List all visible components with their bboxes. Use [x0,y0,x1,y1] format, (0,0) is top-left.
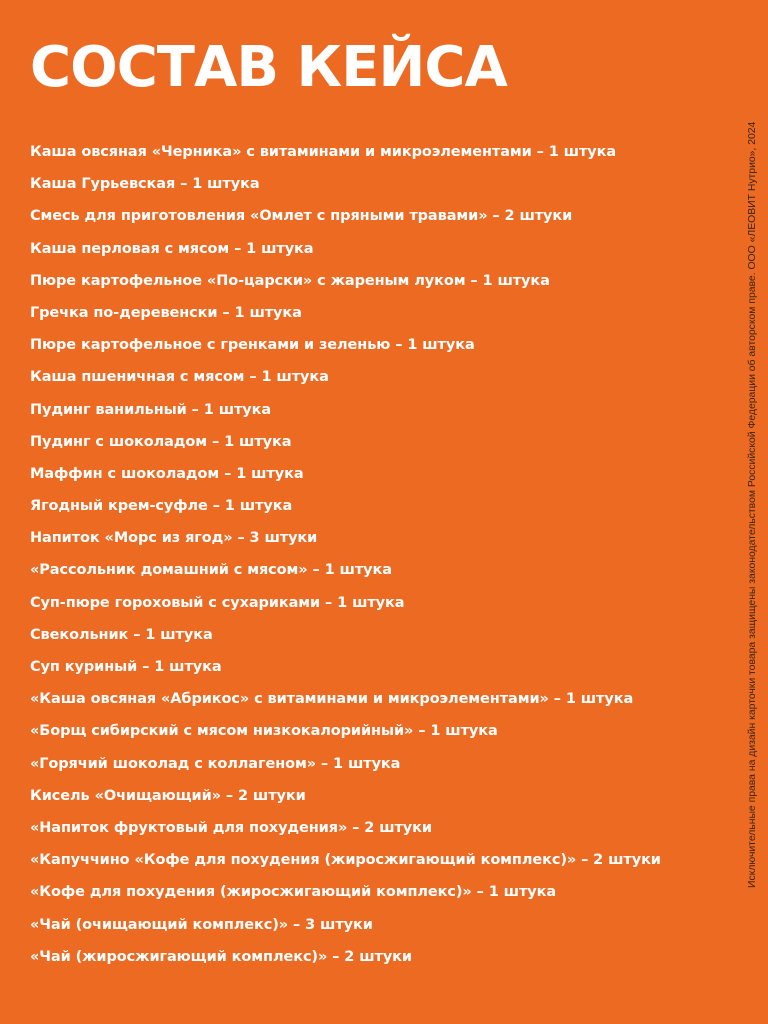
list-item: «Чай (жиросжигающий комплекс)» – 2 штуки [30,948,412,965]
list-item: Ягодный крем-суфле – 1 штука [30,498,293,515]
composition-list [30,140,661,977]
list-item: «Каша овсяная «Абрикос» с витаминами и микроэлементами» – 1 штука [30,691,634,708]
list-item: «Кофе для похудения (жиросжигающий комплекс)» – 1 штука [30,884,557,901]
list-item: «Капуччино «Кофе для похудения (жиросжигающий комплекс)» – 2 штуки [30,852,661,869]
copyright-notice [746,121,760,888]
list-item: «Горячий шоколад с коллагеном» – 1 штука [30,755,401,772]
page-title: СОСТАВ КЕЙСА [30,35,507,100]
list-item: «Напиток фруктовый для похудения» – 2 штуки [30,819,432,836]
list-item: Пюре картофельное с гренками и зеленью – 1 штука [30,337,475,354]
list-item: Смесь для приготовления «Омлет с пряными травами» – 2 штуки [30,208,573,225]
list-item: Свекольник – 1 штука [30,626,213,643]
list-item: Гречка по-деревенски – 1 штука [30,304,302,321]
list-item: Каша Гурьевская – 1 штука [30,176,260,193]
list-item: Пудинг ванильный – 1 штука [30,401,272,418]
list-item: Суп-пюре гороховый с сухариками – 1 штука [30,594,405,611]
list-item: Пюре картофельное «По-царски» с жареным луком – 1 штука [30,272,550,289]
list-item: Кисель «Очищающий» – 2 штуки [30,787,306,804]
list-item: «Борщ сибирский с мясом низкокалорийный» – 1 штука [30,723,498,740]
copyright-text: Исключительные права на дизайн карточки товара защищены законодательством Российской Федерации об авторском праве. ООО «ЛЕОВИТ Нутрио», 2024 [747,121,758,888]
list-item: Маффин с шоколадом – 1 штука [30,465,304,482]
list-item: Каша перловая с мясом – 1 штука [30,240,314,257]
list-item: «Рассольник домашний с мясом» – 1 штука [30,562,392,579]
list-item: Каша пшеничная с мясом – 1 штука [30,369,329,386]
list-item: «Чай (очищающий комплекс)» – 3 штуки [30,916,373,933]
list-item: Суп куриный – 1 штука [30,659,222,675]
list-item: Каша овсяная «Черника» с витаминами и микроэлементами – 1 штука [30,144,617,160]
list-item: Напиток «Морс из ягод» – 3 штуки [30,530,318,547]
list-item: Пудинг с шоколадом – 1 штука [30,433,292,450]
